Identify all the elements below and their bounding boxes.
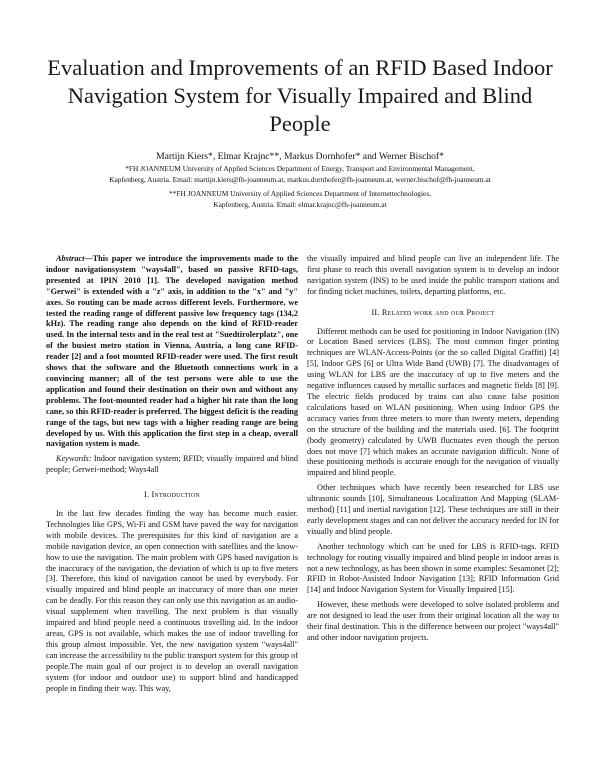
abstract-label: Abstract [56, 254, 85, 263]
related-work-paragraph-2: Other techniques which have recently been researched for LBS use ultrasonic sounds [10], Simultaneous Localization And Mapping (SLAM-method) [11] and inertial navigation [12]. These techniques are still in their early development stages and can not deliver the accuracy needed for IN for visually and blind people. [307, 483, 559, 536]
section-heading-introduction: I. Introduction [144, 490, 200, 500]
section-heading-related-work: II. Related work and our Project [371, 307, 495, 317]
introduction-paragraph: In the last few decades finding the way has become much easier. Technologies like GPS, Wi-Fi and GSM have paved the way for navigation with mobile devices. The prerequisites for this kind of navigation are a mobile navigation device, an open connection with satellites and the know-how to use the navigation. The main problem with GPS based navigation is the inaccuracy of the navigation, the deviation of which is up to five meters [3]. Therefore, this kind of navigation cannot be used by everybody. For visually impaired and blind people an inaccuracy of more than one meter can be deadly. For this reason they can only use this navigation as an audio-visual supplement when travelling. The next problem is that visually impaired and blind people need a continuous travelling aid. In the indoor areas, GPS is not available, which makes the use of indoor travelling for this group almost impossible. Yet, the new navigation system "ways4all" can increase the accessibility to the public transport system for this group of people.The main goal of our project is to develop an overall navigation system (for indoor and outdoor use) to support blind and handicapped people in finding their way. This way, [46, 509, 298, 693]
introduction-continuation: the visually impaired and blind people can live an independent life. The first phase to reach this overall navigation system is to develop an indoor navigation system (INS) to be used inside the public transport stations and for finding ticket machines, toilets, departing platforms, etc. [307, 254, 559, 296]
abstract [46, 254, 298, 450]
affiliation-line-3: **FH JOANNEUM University of Applied Sciences Department of Internettechnologies, [168, 189, 432, 198]
affiliation-line-4: Kapfenberg, Austria. Email: elmar.krajnc@fh-joanneum.at [213, 200, 387, 209]
author-list: Martijn Kiers*, Elmar Krajnc**, Markus Dornhofer* and Werner Bischof* [156, 151, 444, 162]
abstract-text: —This paper we introduce the improvements made to the indoor navigationsystem "ways4all", based on passive RFID-tags, presented at IPIN 2010 [1]. The developed navigation method "Gerwei" is extended with a "z" axis, in addition to the "x" and "y" axes. So routing can be made across different levels. Furthermore, we tested the reading range of different passive low frequency tags (134,2 kHz). The reading range also depends on the kind of RFID-reader used. In the internal tests and in the real test at "Suedtirolerplatz", one of the busiest metro station in Vienna, Austria, a long cane RFID-reader [2] and a foot mounted RFID-reader were used. The first result shows that the software and the Bluetooth connections work in a convincing manner; all of the test persons were able to use the application and found their destination on their own and without any problems. The foot-mounted reader had a higher hit rate than the long cane, so this RFID-reader is preferred. The biggest deficit is the reading range of the tags, but new tags with a higher reading range are being developed by us. With this application the first step in a cheap, overall navigation system is made. [46, 254, 298, 449]
affiliation-line-2: Kapfenberg, Austria. Email: martijn.kiers@fh-joanneum.at, markus.dornhofer@fh-joanneum.at, werner.bischof@fh-joanneum.at [109, 175, 491, 184]
related-work-paragraph-3: Another technology which can be used for LBS is RFID-tags. RFID technology for routing visually impaired and blind people in indoor areas is not a new technology, as has been shown in some examples: Sesamonet [2]; RFID in Robot-Assisted Indoor Navigation [13]; RFID Information Grid [14] and Indoor Navigation System for Visually Impaired [15]. [307, 541, 559, 595]
left-column [46, 254, 298, 694]
affiliation-line-1: *FH JOANNEUM University of Applied Sciences Department of Energy, Transport and Environmental Management, [125, 164, 475, 173]
keywords [46, 454, 298, 476]
right-column [307, 254, 559, 644]
paper-title: Evaluation and Improvements of an RFID Based Indoor Navigation System for Visually Impaired and Blind People [47, 55, 553, 136]
related-work-paragraph-4: However, these methods were developed to solve isolated problems and are not designed to lead the user from their original location all the way to their final destination. This is the difference between our project "ways4all" and other indoor navigation projects. [307, 600, 559, 642]
keywords-text: Indoor navigation system; RFID; visually impaired and blind people; Gerwei-method; Ways4all [46, 454, 298, 475]
keywords-label: Keywords: [56, 454, 92, 464]
related-work-paragraph-1: Different methods can be used for positioning in Indoor Navigation (IN) or Location Based services (LBS). The most common finger printing techniques are WLAN-Access-Points (or the so called Digital Graffiti) [4] [5], Indoor GPS [6] or Ultra Wide Band (UWB) [7]. The disadvantages of using WLAN for LBS are the inaccuracy of up to five meters and the negative influences caused by metallic surfaces and magnetic fields [8] [9]. The electric fields produced by trains can also cause false position calculations based on WLAN positioning. When using Indoor GPS the accuracy varies from three meters to more than twenty meters, depending on the structure of the building and the materials used. [6]. The footprint (body geometry) calculated by UWB fluctuates even though the person does not move [7] which makes an accurate navigation difficult. None of these positioning methods is accurate enough for the navigation of visually impaired and blind people. [307, 326, 559, 478]
